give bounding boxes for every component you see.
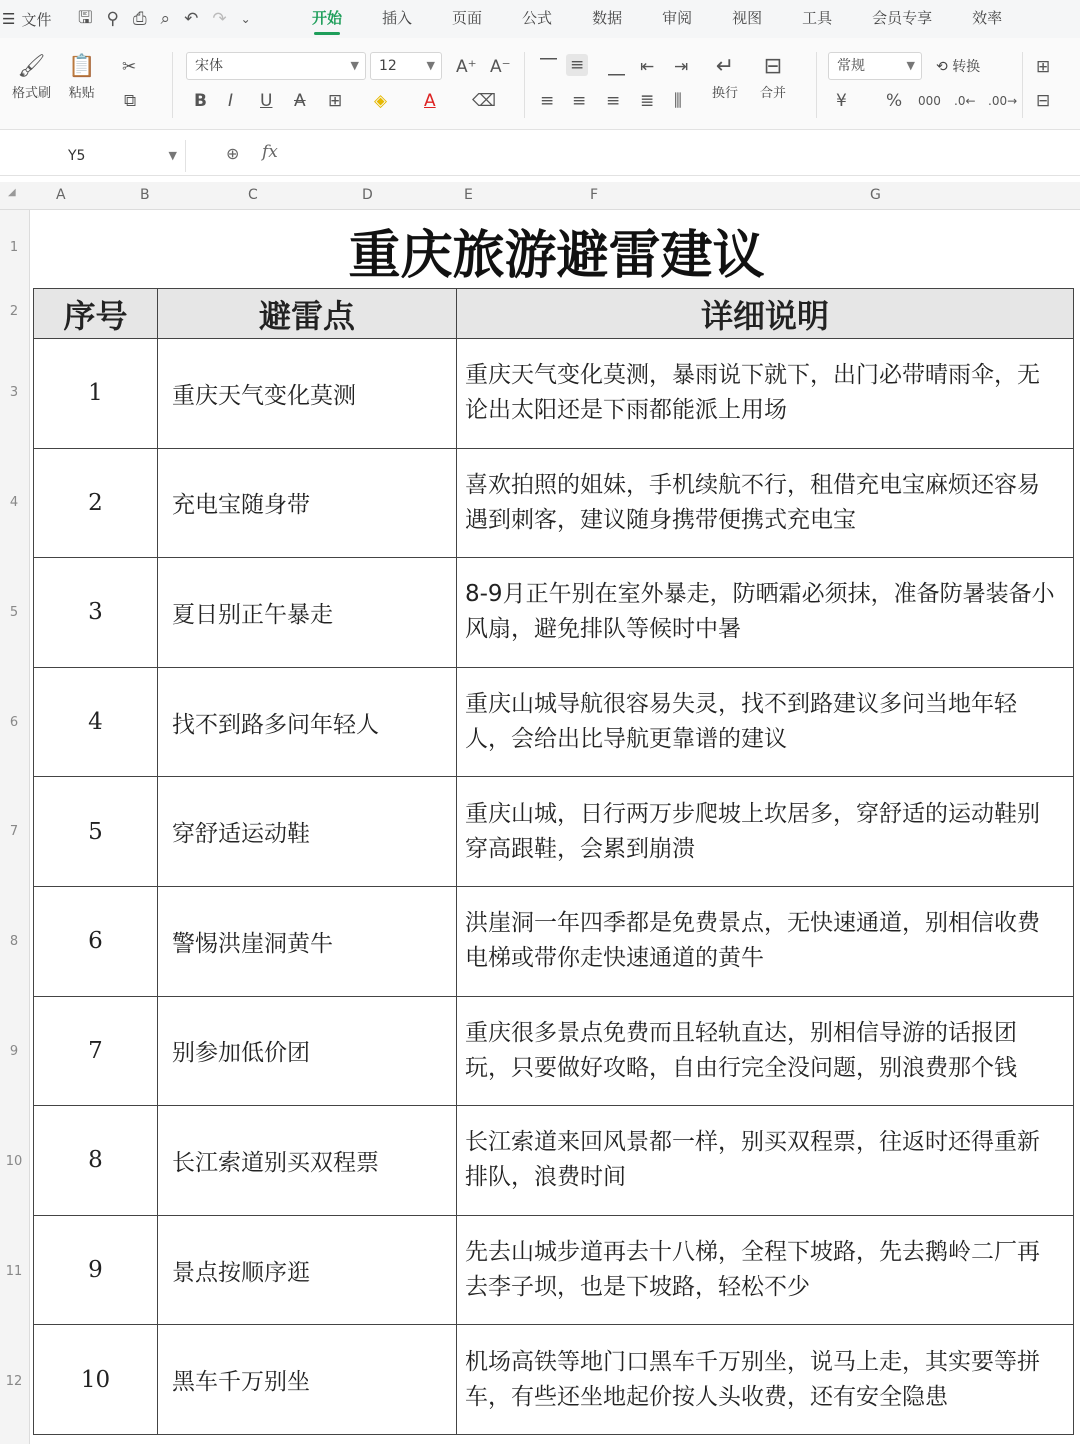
pitfall-cell[interactable]: 警惕洪崖洞黄牛 (158, 886, 457, 996)
row-header[interactable]: 12 (5, 1374, 23, 1389)
row-header[interactable]: 2 (9, 304, 19, 319)
detail-cell[interactable]: 机场高铁等地门口黑车千万别坐，说马上走，其实要等拼车，有些还坐地起价按人头收费，还有安全隐患 (457, 1325, 1074, 1435)
font-color-icon[interactable]: A (424, 91, 436, 111)
tab-insert[interactable]: 插入 (382, 9, 413, 27)
align-center-icon[interactable]: ≡ (572, 91, 587, 111)
detail-cell[interactable]: 长江索道来回风景都一样，别买双程票，往返时还得重新排队，浪费时间 (457, 1106, 1074, 1216)
detail-cell[interactable]: 洪崖洞一年四季都是免费景点，无快速通道，别相信收费电梯或带你走快速通道的黄牛 (457, 886, 1074, 996)
menu-bar (0, 0, 1080, 38)
merge-icon: ⊟ (763, 54, 783, 79)
table-row (34, 1215, 1074, 1325)
table-row (34, 448, 1074, 558)
hamburger-icon: ☰ (2, 10, 16, 28)
ribbon-tabs (292, 0, 1022, 38)
row-header[interactable]: 3 (9, 385, 19, 400)
worksheet-icon[interactable]: ⊟ (1036, 91, 1051, 111)
column-header[interactable]: E (464, 187, 473, 203)
format-painter-label: 格式刷 (12, 86, 52, 101)
number-format-value: 常规 (837, 58, 865, 74)
column-header[interactable]: F (590, 187, 599, 203)
row-header[interactable]: 8 (9, 934, 19, 949)
zoom-formula-icon[interactable]: ⊕ (226, 144, 240, 163)
align-top-icon[interactable]: ⎺ (540, 57, 557, 77)
convert-icon: ⟲ (936, 59, 948, 75)
row-number-cell[interactable]: 4 (34, 667, 158, 777)
file-menu-label: 文件 (21, 10, 52, 29)
pitfall-cell[interactable]: 穿舒适运动鞋 (158, 777, 457, 887)
column-headers (0, 182, 1080, 210)
bold-icon[interactable]: B (194, 91, 207, 111)
print-preview-icon[interactable]: ⌕ (160, 9, 171, 29)
divider (816, 52, 817, 118)
decrease-font-icon[interactable]: A⁻ (490, 57, 511, 77)
tab-efficiency[interactable]: 效率 (972, 9, 1003, 27)
table-row (34, 339, 1074, 449)
column-header[interactable]: D (362, 187, 373, 203)
table-row (34, 886, 1074, 996)
header-detail[interactable]: 详细说明 (457, 289, 1074, 339)
paste-button[interactable] (68, 52, 95, 101)
pitfall-cell[interactable]: 找不到路多问年轻人 (158, 667, 457, 777)
tips-table (33, 288, 1074, 1435)
paste-label: 粘贴 (68, 86, 95, 101)
row-number-cell[interactable]: 3 (34, 558, 158, 668)
undo-icon[interactable]: ↶ (184, 9, 199, 29)
tab-review[interactable]: 审阅 (662, 9, 693, 27)
detail-cell[interactable]: 重庆很多景点免费而且轻轨直达，别相信导游的话报团玩，只要做好攻略，自由行完全没问题，别浪费那个钱 (457, 996, 1074, 1106)
thousands-icon[interactable]: 000 (918, 94, 941, 108)
tab-data[interactable]: 数据 (592, 9, 623, 27)
sheet-area (33, 210, 1080, 1444)
row-number-cell[interactable]: 2 (34, 448, 158, 558)
redo-icon[interactable]: ↷ (212, 9, 227, 29)
sheet-title[interactable]: 重庆旅游避雷建议 (348, 225, 765, 286)
format-painter-button[interactable] (12, 52, 51, 101)
convert-button[interactable] (936, 56, 980, 76)
pitfall-cell[interactable]: 长江索道别买双程票 (158, 1106, 457, 1216)
row-number-cell[interactable]: 1 (34, 339, 158, 449)
row-number-cell[interactable]: 10 (34, 1325, 158, 1435)
pitfall-cell[interactable]: 黑车千万别坐 (158, 1325, 457, 1435)
font-size-value: 12 (379, 58, 397, 74)
row-header[interactable]: 6 (9, 715, 19, 730)
row-header[interactable]: 10 (5, 1154, 23, 1169)
table-row (34, 558, 1074, 668)
header-pitfall[interactable]: 避雷点 (158, 289, 457, 339)
tab-page[interactable]: 页面 (452, 9, 483, 27)
table-header-row (34, 289, 1074, 339)
align-bottom-icon[interactable]: ⎽ (608, 57, 625, 77)
tab-member[interactable]: 会员专享 (872, 9, 933, 27)
wrap-label: 换行 (712, 86, 739, 101)
indent-increase-icon[interactable]: ⇥ (674, 57, 689, 77)
row-header[interactable]: 4 (9, 495, 19, 510)
detail-cell[interactable]: 8-9月正午别在室外暴走，防晒霜必须抹，准备防暑装备小风扇，避免排队等候时中暑 (457, 558, 1074, 668)
font-name-select[interactable] (186, 52, 366, 80)
table-row (34, 1325, 1074, 1435)
merge-label: 合并 (760, 86, 787, 101)
file-menu[interactable] (0, 9, 66, 30)
pitfall-cell[interactable]: 夏日别正午暴走 (158, 558, 457, 668)
percent-icon[interactable]: % (886, 91, 903, 111)
column-header[interactable]: C (248, 187, 258, 203)
detail-cell[interactable]: 喜欢拍照的姐妹，手机续航不行，租借充电宝麻烦还容易遇到刺客，建议随身携带便携式充电宝 (457, 448, 1074, 558)
clipboard-icon: 📋 (68, 54, 96, 79)
align-left-icon[interactable]: ≡ (540, 91, 555, 111)
font-size-select[interactable] (370, 52, 442, 80)
tab-tools[interactable]: 工具 (802, 9, 833, 27)
formula-bar (0, 136, 1080, 176)
detail-cell[interactable]: 重庆天气变化莫测，暴雨说下就下，出门必带晴雨伞，无论出太阳还是下雨都能派上用场 (457, 339, 1074, 449)
pitfall-cell[interactable]: 别参加低价团 (158, 996, 457, 1106)
chevron-down-icon: ▼ (350, 59, 359, 72)
divider (524, 52, 525, 118)
number-format-select[interactable] (828, 52, 922, 80)
wrap-text-button[interactable] (712, 52, 738, 101)
column-header[interactable]: B (140, 187, 150, 203)
detail-cell[interactable]: 先去山城步道再去十八梯，全程下坡路，先去鹅岭二厂再去李子坝，也是下坡路，轻松不少 (457, 1215, 1074, 1325)
row-number-cell[interactable]: 5 (34, 777, 158, 887)
tab-start[interactable]: 开始 (292, 0, 362, 38)
eraser-icon[interactable]: ⌫ (472, 91, 497, 111)
row-number-cell[interactable]: 6 (34, 886, 158, 996)
chevron-down-icon[interactable]: ⌄ (240, 12, 251, 26)
copy-icon[interactable]: ⧉ (124, 91, 137, 111)
justify-icon[interactable]: ≣ (640, 91, 655, 111)
italic-icon[interactable]: I (228, 91, 234, 111)
decrease-decimal-icon[interactable]: .00→ (988, 94, 1018, 108)
merge-button[interactable] (760, 52, 786, 101)
pitfall-cell[interactable]: 重庆天气变化莫测 (158, 339, 457, 449)
share-icon[interactable]: ⚲ (106, 9, 119, 29)
fx-icon[interactable]: fx (262, 142, 278, 162)
distributed-icon[interactable]: ⫼ (674, 91, 682, 111)
brush-icon: 🖌 (17, 54, 46, 79)
row-header[interactable]: 7 (9, 824, 19, 839)
row-header[interactable]: 1 (9, 240, 19, 255)
table-row (34, 996, 1074, 1106)
ribbon-toolbar (0, 38, 1080, 130)
divider (172, 52, 173, 118)
strikethrough-icon[interactable]: A (294, 91, 306, 111)
print-icon[interactable]: ⎙ (132, 9, 147, 29)
save-icon[interactable]: 🖫 (78, 7, 93, 28)
increase-font-icon[interactable]: A⁺ (456, 57, 477, 77)
align-right-icon[interactable]: ≡ (606, 91, 621, 111)
tab-formula[interactable]: 公式 (522, 9, 553, 27)
select-all-corner[interactable]: ◢ (8, 187, 16, 198)
column-header[interactable]: A (56, 187, 66, 203)
header-number[interactable]: 序号 (34, 289, 158, 339)
convert-label: 转换 (952, 59, 981, 75)
cut-icon[interactable]: ✂ (122, 57, 137, 77)
wrap-icon: ↵ (715, 54, 735, 79)
table-row (34, 1106, 1074, 1216)
increase-decimal-icon[interactable]: .0← (954, 94, 976, 108)
row-number-cell[interactable]: 8 (34, 1106, 158, 1216)
divider (1022, 52, 1023, 118)
row-number-cell[interactable]: 9 (34, 1215, 158, 1325)
pitfall-cell[interactable]: 充电宝随身带 (158, 448, 457, 558)
row-headers (0, 210, 30, 1444)
currency-icon[interactable]: ¥ (836, 91, 847, 111)
fill-color-icon[interactable]: ◈ (374, 91, 388, 111)
underline-icon[interactable]: U (260, 91, 273, 111)
cell-reference: Y5 (68, 148, 86, 164)
border-icon[interactable]: ⊞ (328, 91, 343, 111)
table-row (34, 667, 1074, 777)
chevron-down-icon: ▼ (906, 59, 915, 72)
row-number-cell[interactable]: 7 (34, 996, 158, 1106)
font-name-value: 宋体 (195, 58, 223, 74)
name-box[interactable] (0, 140, 186, 172)
tab-view[interactable]: 视图 (732, 9, 763, 27)
quick-access-toolbar (66, 5, 292, 34)
detail-cell[interactable]: 重庆山城，日行两万步爬坡上坎居多，穿舒适的运动鞋别穿高跟鞋，会累到崩溃 (457, 777, 1074, 887)
chevron-down-icon: ▼ (168, 149, 177, 162)
column-header[interactable]: G (870, 187, 881, 203)
detail-cell[interactable]: 重庆山城导航很容易失灵，找不到路建议多问当地年轻人，会给出比导航更靠谱的建议 (457, 667, 1074, 777)
indent-decrease-icon[interactable]: ⇤ (640, 57, 655, 77)
row-column-icon[interactable]: ⊞ (1036, 57, 1051, 77)
chevron-down-icon: ▼ (426, 59, 435, 72)
row-header[interactable]: 11 (5, 1264, 23, 1279)
pitfall-cell[interactable]: 景点按顺序逛 (158, 1215, 457, 1325)
align-middle-icon[interactable]: ≡ (566, 54, 588, 76)
table-row (34, 777, 1074, 887)
row-header[interactable]: 9 (9, 1044, 19, 1059)
row-header[interactable]: 5 (9, 605, 19, 620)
